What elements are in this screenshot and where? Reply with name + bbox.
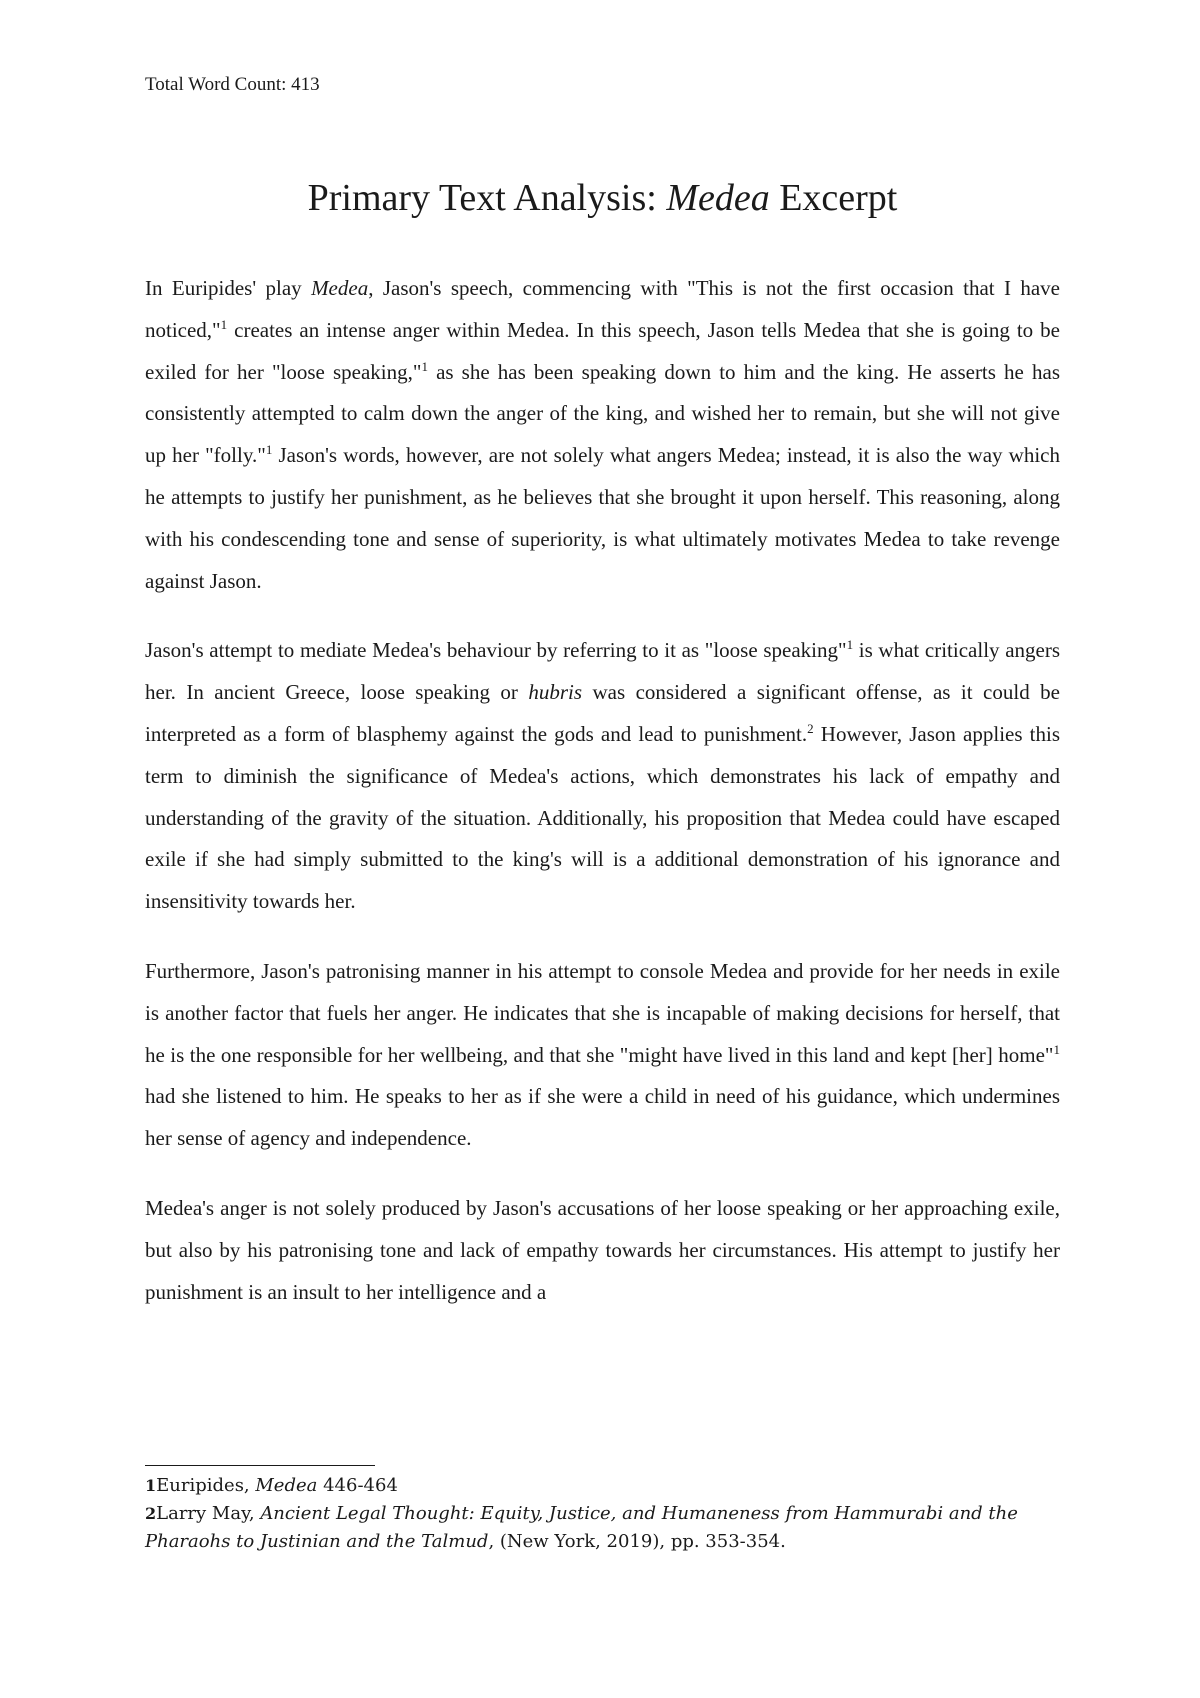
p1-italic: Medea <box>311 276 369 300</box>
footnote-ref[interactable]: 1 <box>220 316 228 332</box>
p1-text-c: , Jason's speech, commencing with "This is not the first occasion that I have noticed," <box>145 276 1060 342</box>
fn1-text-a: Euripides, <box>156 1475 256 1496</box>
fn2-text-a: Larry May, <box>156 1503 261 1524</box>
paragraph-3 <box>145 951 1060 1160</box>
footnote-divider <box>145 1465 375 1466</box>
p2-text-b: is what critically angers her. In ancient Greece, loose speaking or <box>145 638 1061 705</box>
footnote-2 <box>145 1500 1060 1556</box>
footnote-ref[interactable]: 1 <box>265 442 273 458</box>
p4-text-a: Medea's anger is not solely produced by Jason's accusations of her loose speaking or her approaching exile, but also by his patronising tone and lack of empathy towards her circumstances. His attempt to justify her punishment is an insult to her intelligence and a <box>145 1195 1060 1304</box>
fn2-text-c: , (New York, 2019), pp. 353-354. <box>488 1531 786 1552</box>
page-title <box>145 176 1060 220</box>
p2-text-d: was considered a significant offense, as it could be interpreted as a form of blasphemy against the gods and lead to punishment. <box>145 680 1060 746</box>
paragraph-2 <box>145 630 1060 923</box>
paragraph-1 <box>145 268 1060 602</box>
title-prefix: Primary Text Analysis: <box>307 177 667 219</box>
footnote-ref[interactable]: 1 <box>846 637 854 653</box>
essay-body <box>145 268 1060 1341</box>
p1-text-f: Jason's words, however, are not solely what angers Medea; instead, it is also the way which he attempts to justify her punishment, as he believes that she brought it upon herself. This reasoning, along with his condescending tone and sense of superiority, is what ultimately motivates Medea to take revenge against Jason. <box>145 443 1060 593</box>
p3-text-a: Furthermore, Jason's patronising manner in his attempt to console Medea and provide for her needs in exile is another factor that fuels her anger. He indicates that she is incapable of making decisions for herself, that he is the one responsible for her wellbeing, and that she "might have lived in this land and kept [her] home" <box>145 958 1060 1067</box>
footnote-ref[interactable]: 2 <box>807 720 814 736</box>
p1-text-a: In Euripides' play <box>145 276 312 300</box>
footnote-ref[interactable]: 1 <box>1053 1041 1060 1057</box>
p1-text-e: as she has been speaking down to him and the king. He asserts he has consistently attempted to calm down the anger of the king, and wished her to remain, but she will not give up her "folly." <box>145 359 1060 468</box>
footnote-1 <box>145 1472 1060 1500</box>
fn1-italic: Medea <box>255 1475 318 1496</box>
fn2-italic: Ancient Legal Thought: Equity, Justice, and Humaneness from Hammurabi and the Pharaohs to Justinian and the Talmud <box>145 1503 1018 1552</box>
p2-italic: hubris <box>528 680 583 705</box>
title-italic: Medea <box>666 177 770 219</box>
footnote-number: 2 <box>145 1504 157 1523</box>
footnotes <box>145 1472 1060 1556</box>
title-suffix: Excerpt <box>769 177 898 219</box>
p2-text-a: Jason's attempt to mediate Medea's behaviour by referring to it as "loose speaking" <box>145 638 847 663</box>
paragraph-4 <box>145 1188 1060 1313</box>
fn1-text-c: 446-464 <box>317 1475 398 1496</box>
footnote-number: 1 <box>145 1476 157 1495</box>
word-count: Total Word Count: 413 <box>145 74 320 95</box>
p2-text-e: However, Jason applies this term to diminish the significance of Medea's actions, which demonstrates his lack of empathy and understanding of the gravity of the situation. Additionally, his proposition that Medea could have escaped exile if she had simply submitted to the king's will is a additional demonstration of his ignorance and insensitivity towards her. <box>145 721 1060 914</box>
p3-text-b: had she listened to him. He speaks to her as if she were a child in need of his guidance, which undermines her sense of agency and independence. <box>145 1084 1060 1151</box>
p1-text-d: creates an intense anger within Medea. In this speech, Jason tells Medea that she is going to be exiled for her "loose speaking," <box>145 317 1060 384</box>
footnote-ref[interactable]: 1 <box>421 358 428 374</box>
